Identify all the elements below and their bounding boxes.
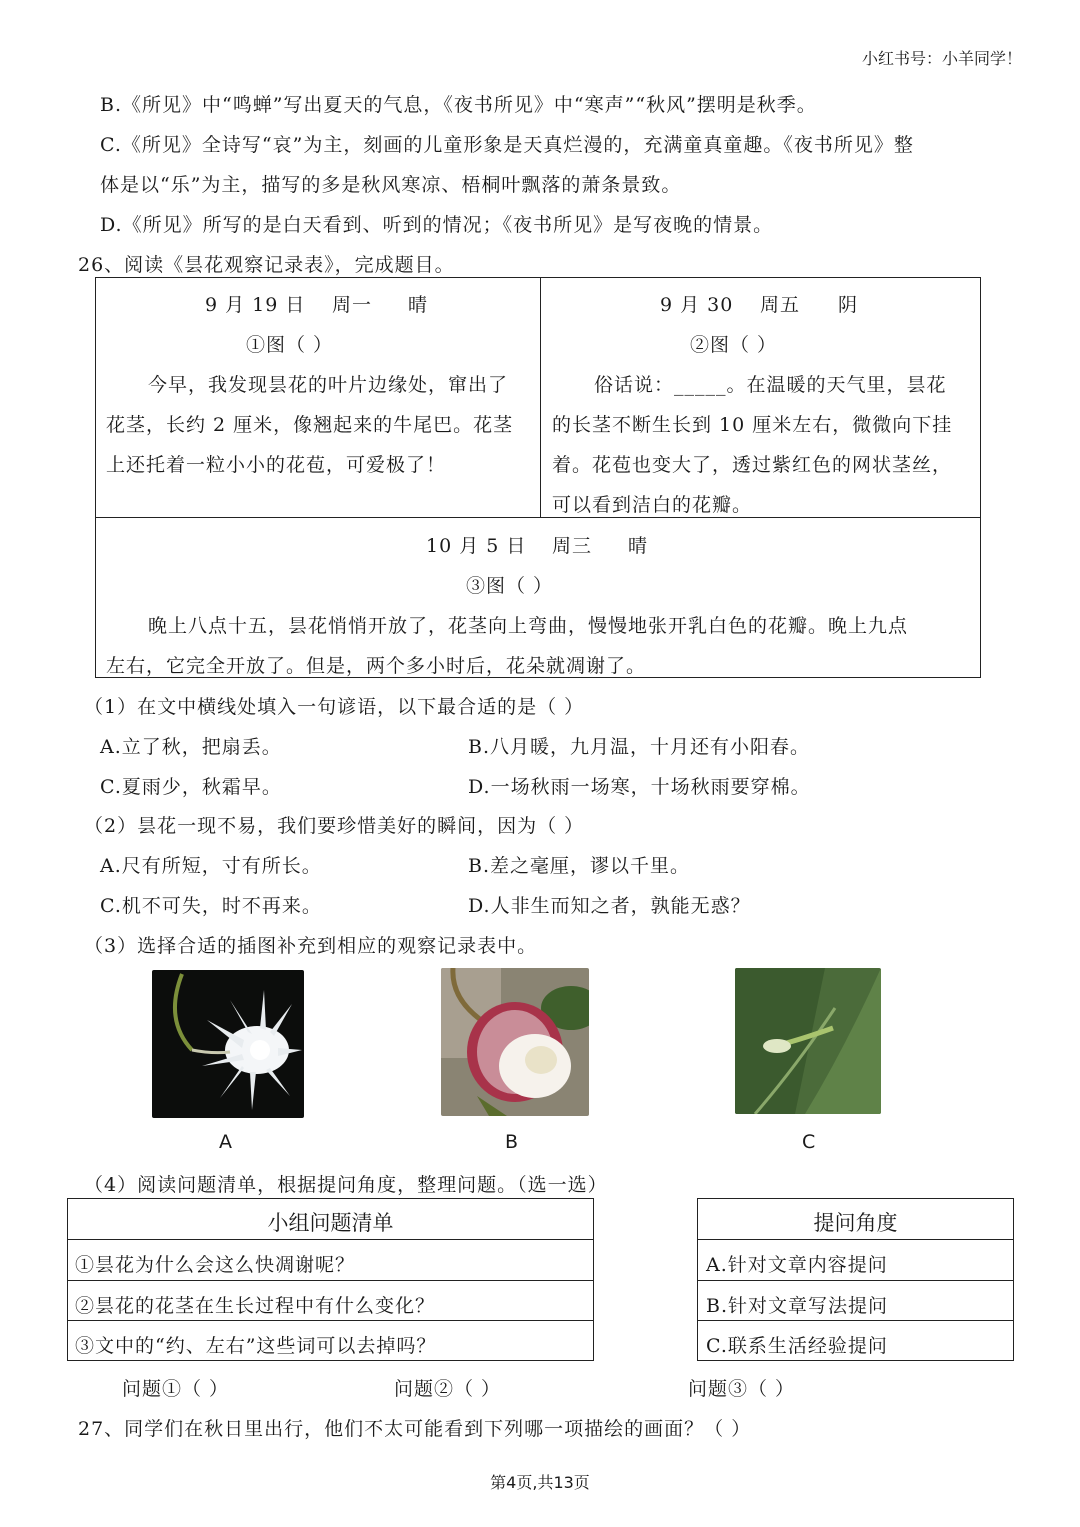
table-divider-horizontal — [95, 517, 981, 518]
question-27-stem: 27、同学们在秋日里出行，他们不太可能看到下列哪一项描绘的画面？（ ） — [78, 1418, 752, 1440]
cell3-figure-blank[interactable]: ③图（ ） — [466, 575, 554, 597]
subquestion-1-stem: （1）在文中横线处填入一句谚语，以下最合适的是（ ） — [84, 696, 585, 718]
question-angle-c: C.联系生活经验提问 — [706, 1335, 888, 1357]
question-list-item-1: ①昙花为什么会这么快凋谢呢？ — [75, 1254, 356, 1276]
cell1-line-2: 花茎，长约 2 厘米，像翘起来的牛尾巴。花茎 — [106, 414, 514, 436]
subquestion-2-option-d[interactable]: D.人非生而知之者，孰能无惑？ — [468, 895, 751, 917]
question-list-row-divider — [67, 1280, 594, 1281]
question-angle-a: A.针对文章内容提问 — [706, 1254, 888, 1276]
cell3-date: 10 月 5 日 — [426, 535, 527, 557]
photo-b-opening-bud — [441, 968, 589, 1116]
subquestion-1-option-a[interactable]: A.立了秋，把扇丢。 — [100, 736, 282, 758]
question-26-title: 26、阅读《昙花观察记录表》，完成题目。 — [78, 254, 455, 276]
answer-blank-question-1[interactable]: 问题①（ ） — [122, 1378, 230, 1400]
subquestion-1-option-d[interactable]: D.一场秋雨一场寒，十场秋雨要穿棉。 — [468, 776, 811, 798]
cell3-line-1: 晚上八点十五，昙花悄悄开放了，花茎向上弯曲，慢慢地张开乳白色的花瓣。晚上九点 — [148, 615, 909, 637]
option-b-text: B.《所见》中“鸣蝉”写出夏天的气息，《夜书所见》中“寒声”“秋风”摆明是秋季。 — [100, 94, 817, 116]
option-c-text: C.《所见》全诗写“哀”为主，刻画的儿童形象是天真烂漫的，充满童真童趣。《夜书所见》整 — [100, 134, 914, 156]
table-divider-vertical — [540, 277, 541, 517]
option-d-text: D.《所见》所写的是白天看到、听到的情况；《夜书所见》是写夜晚的情景。 — [100, 214, 774, 236]
cell1-line-3: 上还托着一粒小小的花苞，可爱极了！ — [106, 454, 447, 476]
watermark-text: 小红书号：小羊同学！ — [861, 49, 1022, 68]
photo-b-caption: B — [505, 1131, 519, 1153]
question-angle-row-divider — [697, 1280, 1014, 1281]
question-list-row-divider — [67, 1320, 594, 1321]
cell2-line-3: 着。花苞也变大了，透过紫红色的网状茎丝， — [552, 454, 953, 476]
cell2-line-1: 俗话说：_____。在温暖的天气里，昙花 — [594, 374, 947, 396]
photo-c-small-bud — [735, 968, 881, 1114]
cell1-date: 9 月 19 日 — [205, 294, 306, 316]
subquestion-4-stem: （4）阅读问题清单，根据提问角度，整理问题。（选一选） — [84, 1174, 608, 1196]
subquestion-3-stem: （3）选择合适的插图补充到相应的观察记录表中。 — [84, 935, 538, 957]
photo-a-blooming-flower — [152, 970, 304, 1118]
subquestion-2-option-b[interactable]: B.差之毫厘，谬以千里。 — [468, 855, 691, 877]
cell1-weather: 晴 — [408, 294, 429, 316]
cell1-line-1: 今早，我发现昙花的叶片边缘处，窜出了 — [148, 374, 509, 396]
subquestion-2-stem: （2）昙花一现不易，我们要珍惜美好的瞬间，因为（ ） — [84, 815, 585, 837]
subquestion-2-option-a[interactable]: A.尺有所短，寸有所长。 — [100, 855, 322, 877]
question-list-header: 小组问题清单 — [267, 1211, 394, 1235]
subquestion-2-option-c[interactable]: C.机不可失，时不再来。 — [100, 895, 322, 917]
question-list-item-2: ②昙花的花茎在生长过程中有什么变化？ — [75, 1295, 436, 1317]
question-angle-header: 提问角度 — [813, 1211, 898, 1235]
question-angle-b: B.针对文章写法提问 — [706, 1295, 889, 1317]
cell3-weekday: 周三 — [552, 535, 593, 557]
photo-c-caption: C — [802, 1131, 816, 1153]
cell3-line-2: 左右，它完全开放了。但是，两个多小时后，花朵就凋谢了。 — [106, 655, 647, 677]
cell1-weekday: 周一 — [332, 294, 373, 316]
cell2-line-4: 可以看到洁白的花瓣。 — [552, 494, 753, 516]
answer-blank-question-3[interactable]: 问题③（ ） — [688, 1378, 796, 1400]
cell2-figure-blank[interactable]: ②图（ ） — [690, 334, 778, 356]
cell2-line-2: 的长茎不断生长到 10 厘米左右，微微向下挂 — [552, 414, 953, 436]
subquestion-1-option-b[interactable]: B.八月暖，九月温，十月还有小阳春。 — [468, 736, 811, 758]
option-c-continued-text: 体是以“乐”为主，描写的多是秋风寒凉、梧桐叶飘落的萧条景致。 — [100, 174, 682, 196]
cell2-weather: 阴 — [838, 294, 859, 316]
cell2-weekday: 周五 — [760, 294, 801, 316]
cell1-figure-blank[interactable]: ①图（ ） — [246, 334, 334, 356]
question-list-item-3: ③文中的“约、左右”这些词可以去掉吗？ — [75, 1335, 437, 1357]
answer-blank-question-2[interactable]: 问题②（ ） — [394, 1378, 502, 1400]
subquestion-1-option-c[interactable]: C.夏雨少，秋霜早。 — [100, 776, 282, 798]
cell2-date: 9 月 30 — [660, 294, 734, 316]
question-list-row-divider — [67, 1239, 594, 1240]
photo-a-caption: A — [219, 1131, 232, 1153]
question-angle-row-divider — [697, 1239, 1014, 1240]
question-angle-row-divider — [697, 1320, 1014, 1321]
cell3-weather: 晴 — [628, 535, 649, 557]
page-number: 第4页,共13页 — [490, 1473, 590, 1492]
